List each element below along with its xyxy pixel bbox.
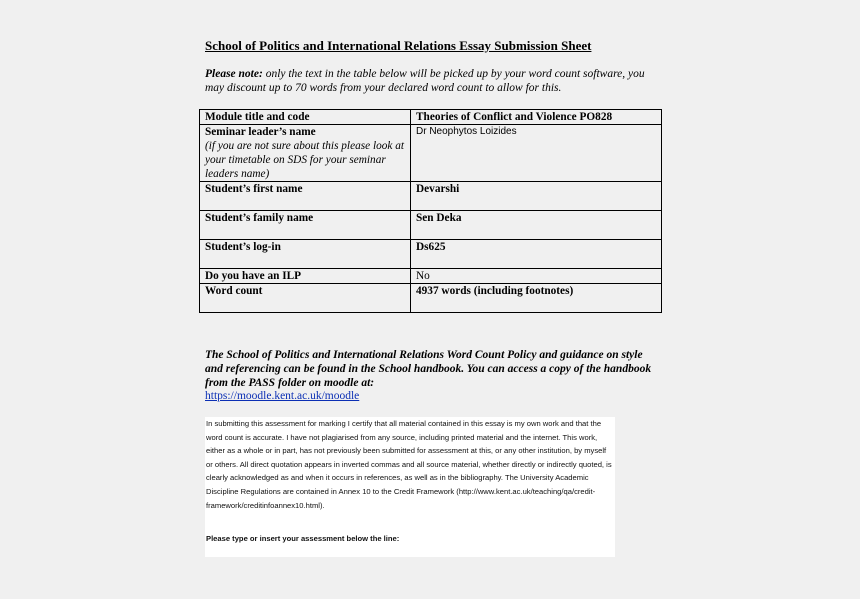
table-row — [200, 110, 662, 125]
module-label: Module title and code — [200, 110, 411, 125]
certification-box — [205, 417, 615, 557]
login-value: Ds625 — [411, 240, 662, 269]
note-text: only the text in the table below will be picked up by your word count software, you may discount up to 70 words from your declared word count to allow for this. — [205, 68, 645, 94]
table-row — [200, 269, 662, 284]
policy-paragraph: The School of Politics and International Relations Word Count Policy and guidance on style and referencing can be found in the School handbook. You can access a copy of the handbook from the PASS folder on moodle at: — [205, 349, 652, 389]
word-count-value: 4937 words (including footnotes) — [411, 284, 662, 313]
first-name-label: Student’s first name — [200, 182, 411, 211]
seminar-leader-label: Seminar leader’s name — [205, 126, 316, 138]
table-row — [200, 182, 662, 211]
seminar-leader-value: Dr Neophytos Loizides — [411, 125, 662, 182]
moodle-link[interactable]: https://moodle.kent.ac.uk/moodle — [205, 390, 360, 402]
seminar-leader-cell — [200, 125, 411, 182]
note-paragraph — [205, 67, 655, 95]
seminar-leader-hint: (if you are not sure about this please look at your timetable on SDS for your seminar leaders name) — [205, 140, 405, 180]
page-title: School of Politics and International Relations Essay Submission Sheet — [205, 38, 592, 53]
word-count-label: Word count — [200, 284, 411, 313]
note-label: Please note: — [205, 68, 263, 80]
family-name-label: Student’s family name — [200, 211, 411, 240]
family-name-value: Sen Deka — [411, 211, 662, 240]
ilp-label: Do you have an ILP — [200, 269, 411, 284]
login-label: Student’s log-in — [200, 240, 411, 269]
ilp-value: No — [411, 269, 662, 284]
first-name-value: Devarshi — [411, 182, 662, 211]
table-row — [200, 240, 662, 269]
submission-table — [199, 109, 662, 313]
module-value: Theories of Conflict and Violence PO828 — [411, 110, 662, 125]
table-row — [200, 125, 662, 182]
table-row — [200, 211, 662, 240]
table-row — [200, 284, 662, 313]
certification-text: In submitting this assessment for marking I certify that all material contained in this essay is my own work and that the word count is accurate. I have not plagiarised from any source, including printed material and the internet. This work, either as a whole or in part, has not previously been submitted for assessment at this, or any other institution, by myself or others. All direct quotation appears in inverted commas and all source material, whether directly or indirectly quoted, is clearly acknowledged as and when it occurs in references, as well as in the bibliography. The University Academic Discipline Regulations are contained in Annex 10 to the Credit Framework (http://www.kent.ac.uk/teaching/qa/credit-framework/creditinfoannex10.html). — [206, 419, 612, 510]
assessment-instruction: Please type or insert your assessment below the line: — [206, 534, 400, 543]
